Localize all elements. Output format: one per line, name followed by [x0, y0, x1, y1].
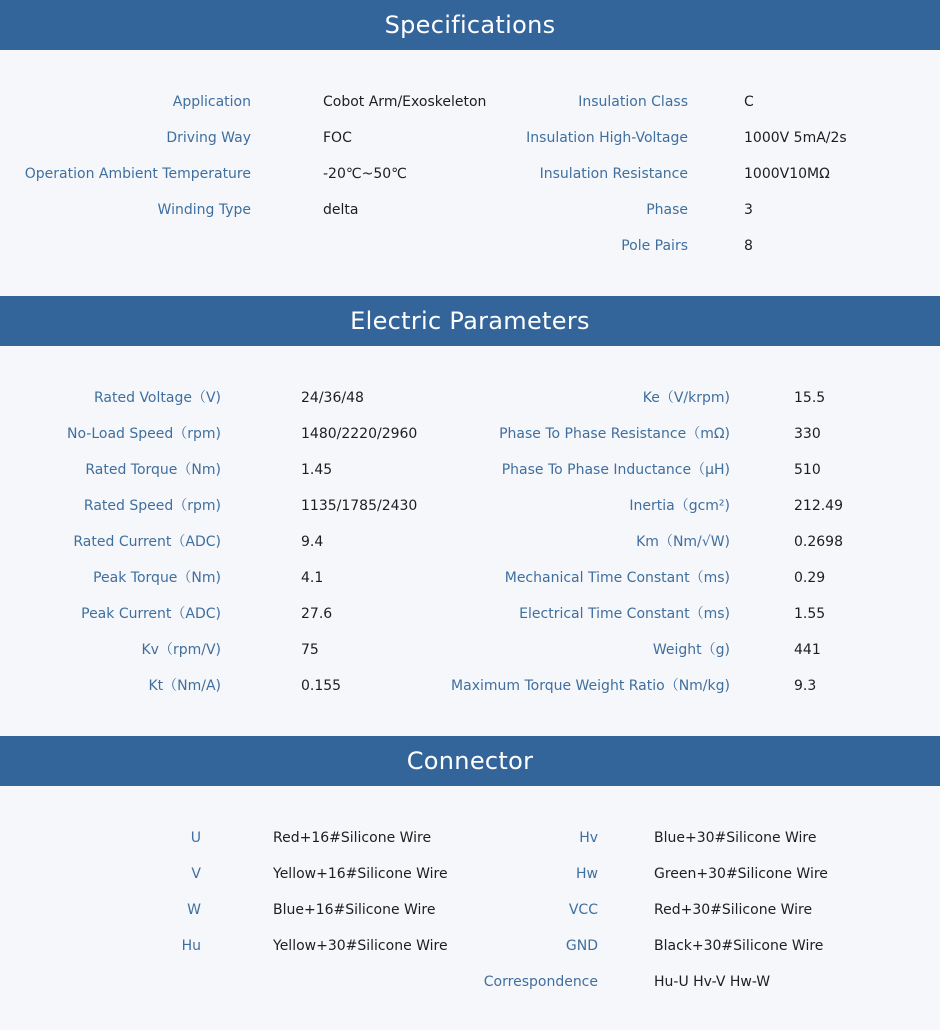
spec-label: Mechanical Time Constant（ms): [504, 570, 730, 586]
spec-value: Red+16#Silicone Wire: [273, 830, 432, 846]
spec-value: 0.2698: [794, 534, 843, 550]
spec-label: Maximum Torque Weight Ratio（Nm/kg): [451, 678, 730, 694]
spec-value: 1.45: [301, 462, 333, 478]
spec-value: 9.4: [301, 534, 324, 550]
spec-value: 8: [744, 238, 753, 254]
spec-label: Rated Current（ADC): [73, 534, 221, 550]
specifications-header: Specifications: [0, 0, 940, 50]
spec-value: Black+30#Silicone Wire: [654, 938, 824, 954]
spec-label: Kv（rpm/V): [141, 642, 221, 658]
spec-value: 510: [794, 462, 821, 478]
spec-value: 441: [794, 642, 821, 658]
spec-value: Green+30#Silicone Wire: [654, 866, 828, 882]
spec-value: Cobot Arm/Exoskeleton: [323, 94, 487, 110]
spec-label: Insulation Resistance: [539, 166, 688, 182]
spec-label: Hv: [579, 830, 598, 846]
spec-label: Phase To Phase Inductance（μH): [501, 462, 730, 478]
spec-label: VCC: [568, 902, 598, 918]
spec-value: 1000V 5mA/2s: [744, 130, 847, 146]
spec-label: Peak Torque（Nm): [93, 570, 221, 586]
spec-value: delta: [323, 202, 359, 218]
spec-value: 1.55: [794, 606, 826, 622]
spec-label: Driving Way: [166, 130, 251, 146]
spec-label: Peak Current（ADC): [81, 606, 221, 622]
spec-label: Kt（Nm/A): [148, 678, 221, 694]
spec-value: 212.49: [794, 498, 843, 514]
spec-label: GND: [565, 938, 598, 954]
electric-parameters-header: Electric Parameters: [0, 296, 940, 346]
spec-label: Application: [172, 94, 251, 110]
spec-value: 15.5: [794, 390, 826, 406]
spec-value: 27.6: [301, 606, 333, 622]
spec-value: C: [744, 94, 754, 110]
spec-value: -20℃~50℃: [323, 166, 407, 182]
spec-label: Rated Speed（rpm): [83, 498, 221, 514]
spec-label: W: [187, 902, 201, 918]
spec-label: V: [191, 866, 201, 882]
spec-value: FOC: [323, 130, 352, 146]
spec-label: Weight（g): [652, 642, 730, 658]
spec-value: Yellow+16#Silicone Wire: [273, 866, 448, 882]
spec-value: 4.1: [301, 570, 324, 586]
spec-value: 1480/2220/2960: [301, 426, 418, 442]
spec-value: Hu-U Hv-V Hw-W: [654, 974, 771, 990]
spec-value: Yellow+30#Silicone Wire: [273, 938, 448, 954]
spec-value: 0.155: [301, 678, 342, 694]
spec-label: U: [190, 830, 201, 846]
spec-label: Phase To Phase Resistance（mΩ): [499, 426, 730, 442]
spec-value: 0.29: [794, 570, 826, 586]
spec-label: Winding Type: [157, 202, 251, 218]
spec-label: Rated Voltage（V): [94, 390, 221, 406]
spec-label: Correspondence: [483, 974, 598, 990]
spec-label: Phase: [646, 202, 688, 218]
spec-label: Pole Pairs: [621, 238, 688, 254]
spec-label: Operation Ambient Temperature: [24, 166, 251, 182]
spec-value: 24/36/48: [301, 390, 364, 406]
spec-label: Insulation Class: [578, 94, 688, 110]
spec-label: Insulation High-Voltage: [526, 130, 688, 146]
spec-value: 75: [301, 642, 319, 658]
spec-value: 3: [744, 202, 753, 218]
spec-value: Red+30#Silicone Wire: [654, 902, 813, 918]
spec-value: 9.3: [794, 678, 817, 694]
spec-value: 330: [794, 426, 821, 442]
spec-label: Electrical Time Constant（ms): [519, 606, 730, 622]
spec-label: Km（Nm/√W): [636, 534, 730, 550]
spec-value: 1000V10MΩ: [744, 166, 830, 182]
spec-label: Inertia（gcm²): [629, 498, 730, 514]
spec-value: Blue+30#Silicone Wire: [654, 830, 817, 846]
connector-header: Connector: [0, 736, 940, 786]
spec-label: Hw: [576, 866, 598, 882]
spec-label: Ke（V/krpm): [642, 390, 730, 406]
spec-label: Hu: [181, 938, 201, 954]
spec-value: 1135/1785/2430: [301, 498, 418, 514]
spec-label: Rated Torque（Nm): [85, 462, 221, 478]
spec-label: No-Load Speed（rpm): [66, 426, 221, 442]
spec-value: Blue+16#Silicone Wire: [273, 902, 436, 918]
